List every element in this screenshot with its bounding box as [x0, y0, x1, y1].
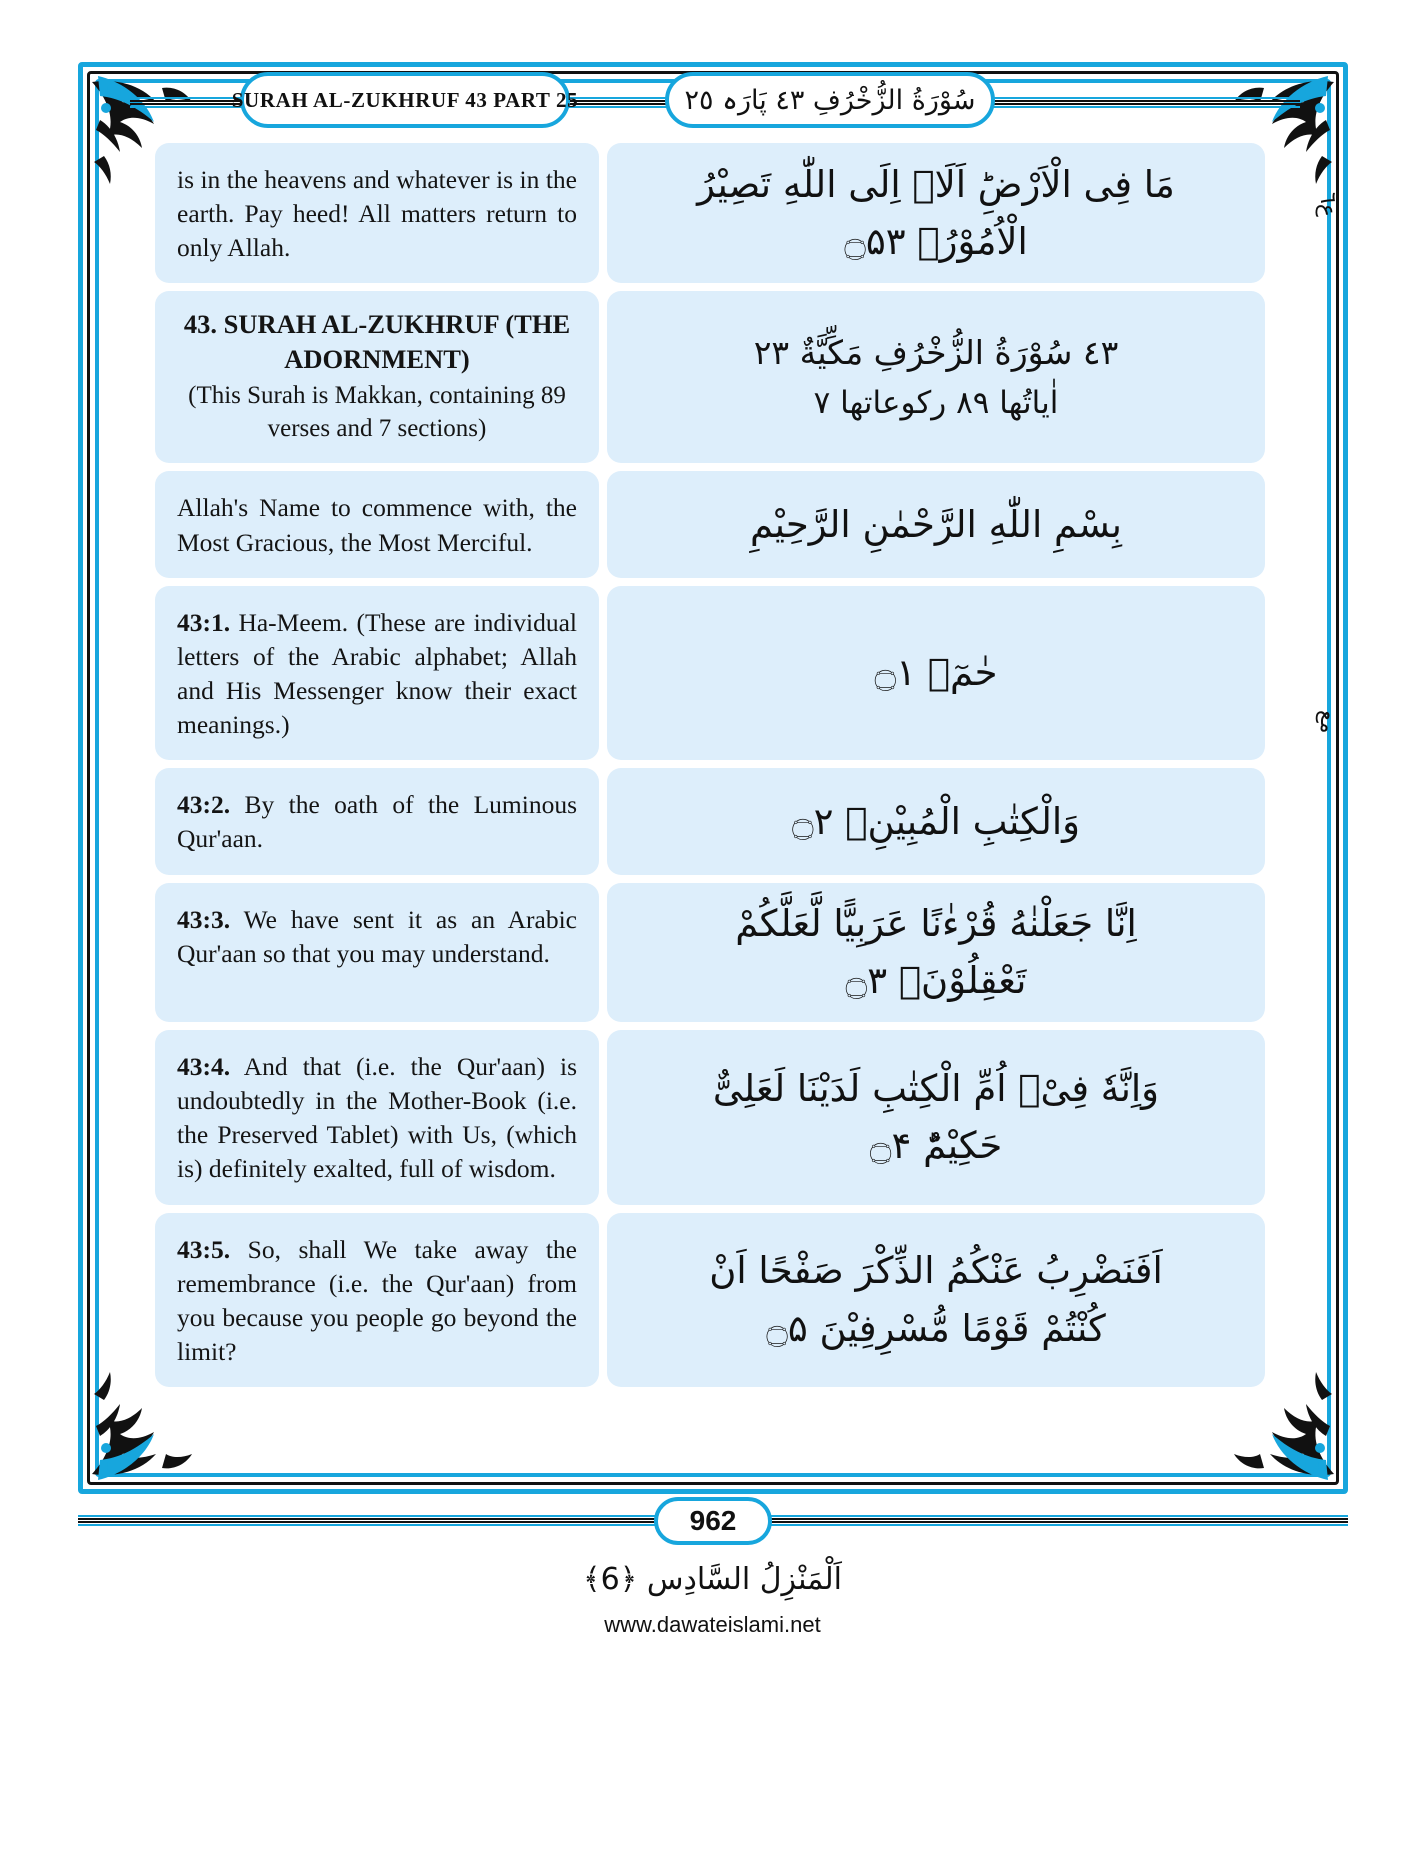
verse-row: [155, 1030, 1265, 1205]
arabic-line: حَكِیْمٌؕ ۝۴: [869, 1124, 1003, 1168]
arabic-verse-cell: [607, 1213, 1265, 1388]
verse-row: [155, 586, 1265, 761]
footer-website-url: www.dawateislami.net: [604, 1612, 821, 1637]
header-surah-title-arabic-text: سُوْرَةُ الزُّخْرُفِ ٤٣ پَارَہ ٢٥: [684, 84, 976, 116]
arabic-verse-cell: [607, 883, 1265, 1022]
arabic-verse-cell: [607, 471, 1265, 577]
english-translation-text: Ha-Meem. (These are individual letters of the Arabic alphabet; Allah and His Messenger know their exact meanings.): [177, 607, 577, 740]
surah-heading-cell: [155, 291, 599, 463]
arabic-verse-cell: [607, 1030, 1265, 1205]
english-translation-cell: [155, 883, 599, 1022]
arabic-verse-cell: [607, 586, 1265, 761]
arabic-line: مَا فِی الْاَرْضِؕ اَلَاۤ اِلَی اللّٰهِ تَصِیْرُ: [697, 162, 1175, 206]
header-surah-title-text: SURAH AL-ZUKHRUF 43 PART 25: [231, 87, 579, 112]
english-translation-cell: [155, 143, 599, 283]
surah-heading-arabic-line-1: ٤٣ سُوْرَةُ الزُّخْرُفِ مَكِّيَّةٌ ٢٣: [753, 333, 1119, 373]
page-number-pill: [654, 1497, 772, 1545]
margin-ruku-mark-2: مع: [1315, 710, 1340, 734]
arabic-line: تَعْقِلُوْنَۚ ۝۳: [845, 959, 1027, 1003]
surah-heading-arabic-line-2: اٰیاتُها ٨٩ رکوعاتها ٧: [813, 384, 1059, 421]
verse-row: [155, 1213, 1265, 1388]
verse-number: 43:1.: [177, 607, 231, 637]
page-footer: [78, 1497, 1348, 1547]
margin-ruku-mark-1: ع٦: [1315, 192, 1340, 217]
surah-heading-subtitle: (This Surah is Makkan, containing 89 verses and 7 sections): [188, 382, 566, 442]
english-translation-cell: [155, 1213, 599, 1388]
header-surah-title-pill: [231, 72, 579, 128]
header-surah-title-arabic-pill: [665, 72, 995, 128]
arabic-verse-cell: [607, 768, 1265, 874]
english-translation-cell: [155, 471, 599, 577]
arabic-line: وَالْكِتٰبِ الْمُبِیْنِۙ ۝۲: [791, 799, 1081, 843]
arabic-line: اَفَنَضْرِبُ عَنْكُمُ الذِّكْرَ صَفْحًا اَنْ: [709, 1249, 1163, 1293]
verse-number: 43:2.: [177, 790, 231, 820]
footer-manzil-text: اَلْمَنْزِلُ السَّادِس ﴿6﴾: [583, 1562, 842, 1597]
arabic-line: وَاِنَّهٗ فِیْۤ اُمِّ الْكِتٰبِ لَدَیْنَا لَعَلِیٌّ: [712, 1066, 1160, 1110]
english-translation-text: By the oath of the Luminous Qur'aan.: [177, 790, 577, 854]
verse-row: [155, 768, 1265, 874]
arabic-line: بِسْمِ اللّٰهِ الرَّحْمٰنِ الرَّحِیْمِ: [750, 502, 1122, 546]
english-translation-text: Allah's Name to commence with, the Most Gracious, the Most Merciful.: [177, 493, 577, 557]
english-translation-cell: [155, 768, 599, 874]
english-translation-text: We have sent it as an Arabic Qur'aan so that you may understand.: [177, 904, 577, 968]
page-number: 962: [689, 1505, 737, 1536]
verse-row: [155, 471, 1265, 577]
english-translation-cell: [155, 1030, 599, 1205]
arabic-line: كُنْتُمْ قَوْمًا مُّسْرِفِیْنَ ۝۵: [766, 1306, 1106, 1350]
english-translation-text: is in the heavens and whatever is in the earth. Pay heed! All matters return to only Allah.: [177, 165, 577, 263]
english-translation-cell: [155, 586, 599, 761]
page-header: [130, 70, 1300, 132]
verse-row: [155, 143, 1265, 283]
verse-number: 43:4.: [177, 1051, 231, 1081]
arabic-line: الْاُمُوْرُ۠ ۝۵۳: [844, 220, 1028, 264]
surah-heading-row: [155, 291, 1265, 463]
verse-number: 43:3.: [177, 904, 231, 934]
surah-heading-title: 43. SURAH AL-ZUKHRUF (THE ADORNMENT): [183, 309, 571, 374]
verse-row: [155, 883, 1265, 1022]
english-translation-text: So, shall We take away the remembrance (i.e. the Qur'aan) from you because you people go beyond the limit?: [177, 1234, 577, 1366]
surah-heading-arabic-cell: [607, 291, 1265, 463]
arabic-verse-cell: [607, 143, 1265, 283]
arabic-line: حٰمٓۚ ۝۱: [874, 651, 998, 695]
verse-number: 43:5.: [177, 1234, 231, 1264]
arabic-line: اِنَّا جَعَلْنٰهُ قُرْءٰنًا عَرَبِیًّا لَّعَلَّكُمْ: [735, 901, 1137, 945]
english-translation-text: And that (i.e. the Qur'aan) is undoubtedly in the Mother-Book (i.e. the Preserved Tablet) with Us, (which is) definitely exalted, full of wisdom.: [177, 1051, 577, 1184]
verse-list: [155, 143, 1265, 1395]
